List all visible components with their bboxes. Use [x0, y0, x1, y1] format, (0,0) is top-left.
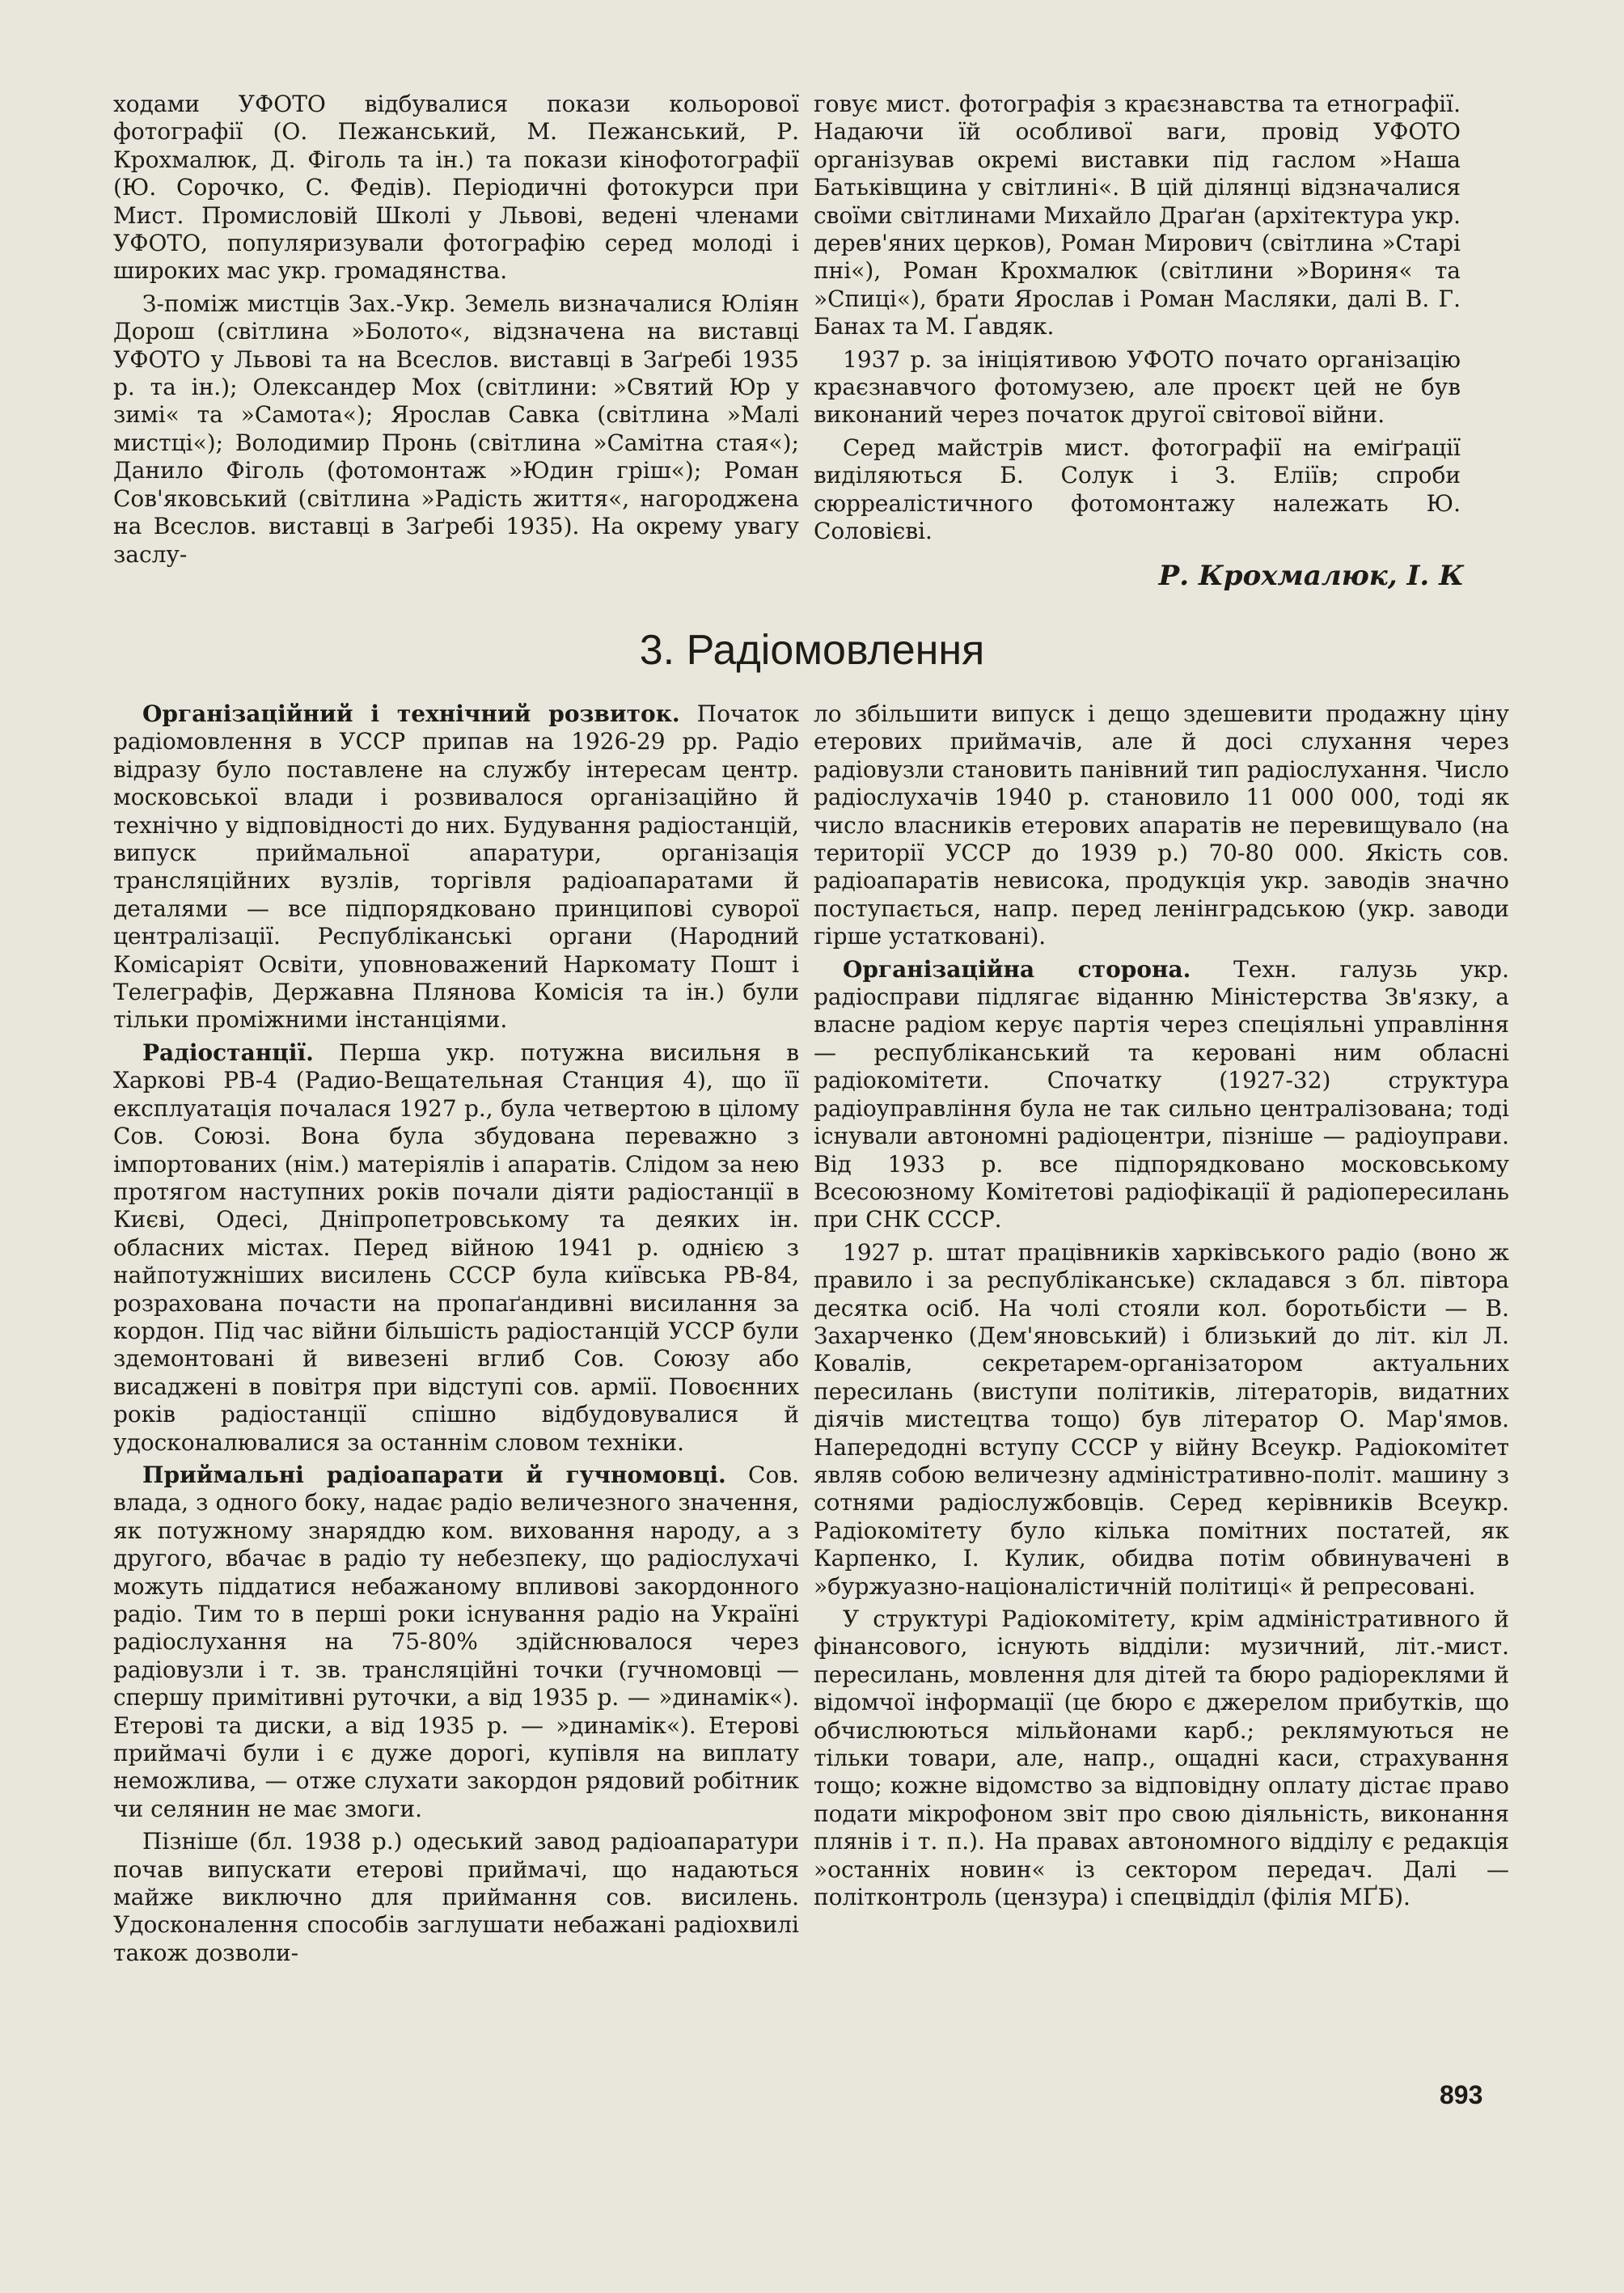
paragraph: говує мист. фотографія з краєзнавства та етнографії. Надаючи їй особливої ваги, провід УФОТО організував окремі виставки під гаслом »Наша Батьківщина у світлині«. В цій ділянці відзначалися своїми світлинами Михайло Драґан (архітектура укр. дерев'яних церков), Роман Мирович (світлина »Старі пні«), Роман Крохмалюк (світлини »Вориня« та »Спиці«), брати Ярослав і Роман Масляки, далі В. Г. Банах та М. Ґавдяк.	[814, 91, 1461, 341]
bottom-left-column	[113, 700, 799, 1972]
paragraph	[113, 700, 799, 1034]
bottom-right-column	[814, 700, 1509, 1916]
run-in-heading: Радіостанції.	[142, 1039, 314, 1066]
paragraph	[113, 1462, 799, 1823]
paragraph-text: Перша укр. потужна висильня в Харкові РВ-4 (Радио-Вещательная Станция 4), що її експлуатація почалася 1927 р., була четвертою в цілому Сов. Союзі. Вона була збудована переважно з імпортованих (нім.) матеріялів і апаратів. Слідом за нею протягом наступних років почали діяти радіостанції в Києві, Одесі, Дніпропетровському та деяких ін. обласних містах. Перед війною 1941 р. однією з найпотужніших висилень СССР була київська РВ-84, розрахована почасти на пропаґандивні висилання за кордон. Під час війни більшість радіостанцій УССР були здемонтовані й вивезені вглиб Сов. Союзу або висаджені в повітря при відступі сов. армії. Повоєнних років радіостанції спішно відбудовувалися й удосконалювалися за останнім словом техніки.	[113, 1039, 799, 1456]
paragraph-text: Сов. влада, з одного боку, надає радіо величезного значення, як потужному знаряддю ком. виховання народу, а з другого, вбачає в радіо ту небезпеку, що радіослухачі можуть піддатися небажаному впливові закордонного радіо. Тим то в перші роки існування радіо на Україні радіослухання на 75-80% здійснювалося через радіовузли і т. зв. трансляційні точки (гучномовці — спершу примітивні руточки, а від 1935 р. — »динамік«). Етерові та диски, а від 1935 р. — »динамік«). Етерові приймачі були і є дуже дорогі, купівля на виплату неможлива, — отже слухати закордон рядовий робітник чи селянин не має змоги.	[113, 1461, 799, 1822]
paragraph: ходами УФОТО відбувалися покази кольорової фотографії (О. Пежанський, М. Пежанський, Р. Крохмалюк, Д. Фіголь та ін.) та покази кінофотографії (Ю. Сорочко, С. Федів). Періодичні фотокурси при Мист. Промисловій Школі у Львові, ведені членами УФОТО, популяризували фотографію серед молоді і широких мас укр. громадянства.	[113, 91, 799, 285]
paragraph: З-поміж мистців Зах.-Укр. Земель визначалися Юліян Дорош (світлина »Болото«, відзначена на виставці УФОТО у Львові та на Всеслов. виставці в Заґребі 1935 р. та ін.); Олександер Мох (світлини: »Святий Юр у зимі« та »Самота«); Ярослав Савка (світлина »Малі мистці«); Володимир Пронь (світлина »Самітна стая«); Данило Фіголь (фотомонтаж »Юдин гріш«); Роман Сов'яковський (світлина »Радість життя«, нагороджена на Всеслов. виставці в Заґребі 1935). На окрему увагу заслу-	[113, 290, 799, 568]
paragraph-text: Початок радіомовлення в УССР припав на 1926-29 рр. Радіо відразу було поставлене на службу інтересам центр. московської влади і розвивалося організаційно й технічно у відповідності до них. Будування радіостанцій, випуск приймальної апаратури, організація трансляційних вузлів, торгівля радіоапаратами й деталями — все підпорядковано принципові суворої централізації. Республіканські органи (Народний Комісаріят Освіти, уповноважений Наркомату Пошт і Телеграфів, Державна Плянова Комісія та ін.) були тільки проміжними інстанціями.	[113, 700, 799, 1034]
paragraph: ло збільшити випуск і дещо здешевити продажну ціну етерових приймачів, але й досі слухання через радіовузли становить панівний тип радіослухання. Число радіослухачів 1940 р. становило 11 000 000, тоді як число власників етерових апаратів не перевищувало (на території УССР до 1939 р.) 70-80 000. Якість сов. радіоапаратів невисока, продукція укр. заводів значно поступається, напр. перед ленінградською (укр. заводи гірше устатковані).	[814, 700, 1509, 950]
run-in-heading: Приймальні радіоапарати й гучномовці.	[142, 1461, 726, 1488]
top-left-column	[113, 91, 799, 573]
section-heading: 3. Радіомовлення	[639, 627, 985, 674]
paragraph: Серед майстрів мист. фотографії на еміґрації виділяються Б. Солук і З. Еліїв; спроби сюрреалістичного фотомонтажу належать Ю. Соловієві.	[814, 434, 1461, 545]
page-number: 893	[1440, 2080, 1483, 2109]
paragraph: У структурі Радіокомітету, крім адміністративного й фінансового, існують відділи: музичний, літ.-мист. пересилань, мовлення для дітей та бюро радіореклями й відомчої інформації (це бюро є джерелом прибутків, що обчислюються мільйонами карб.; реклямуються не тільки товари, але, напр., ощадні каси, страхування тощо; кожне відомство за відповідну оплату дістає право подати мікрофоном звіт про свою діяльність, виконання плянів і т. п.). На правах автономного відділу є редакція »останніх новин« із сектором передач. Далі — політконтроль (цензура) і спецвідділ (філія МҐБ).	[814, 1606, 1509, 1911]
paragraph	[814, 956, 1509, 1234]
paragraph: Пізніше (бл. 1938 р.) одеський завод радіоапаратури почав випускати етерові приймачі, що надаються майже виключно для приймання сов. висилень. Удосконалення способів заглушати небажані радіохвилі також дозволи-	[113, 1828, 799, 1966]
paragraph-text: Техн. галузь укр. радіосправи підлягає віданню Міністерства Зв'язку, а власне радіом керує партія через спеціяльні управління — республіканський та керовані ним обласні радіокомітети. Спочатку (1927-32) структура радіоуправління була не так сильно централізована; тоді існували автономні радіоцентри, пізніше — радіоуправи. Від 1933 р. все підпорядковано московському Всесоюзному Комітетові радіофікації й радіопересилань при СНК СССР.	[814, 955, 1509, 1233]
paragraph	[113, 1039, 799, 1457]
author-signature: Р. Крохмалюк, І. К	[1158, 560, 1464, 592]
run-in-heading: Організаційна сторона.	[843, 955, 1191, 983]
paragraph: 1927 р. штат працівників харківського радіо (воно ж правило і за республіканське) складався з бл. півтора десятка осіб. На чолі стояли кол. боротьбісти — В. Захарченко (Дем'яновський) і близький до літ. кіл Л. Ковалів, секретарем-організатором актуальних пересилань (виступи політиків, літераторів, видатних діячів мистецтва тощо) був літератор О. Мар'ямов. Напередодні вступу СССР у війну Всеукр. Радіокомітет являв собою величезну адміністративно-політ. машину з сотнями радіослужбовців. Серед керівників Всеукр. Радіокомітету було кілька помітних постатей, як Карпенко, І. Кулик, обидва потім обвинувачені в »буржуазно-націоналістичній політиці« й репресовані.	[814, 1238, 1509, 1600]
top-right-column	[814, 91, 1461, 551]
paragraph: 1937 р. за ініціятивою УФОТО почато організацію краєзнавчого фотомузею, але проєкт цей не був виконаний через початок другої світової війни.	[814, 345, 1461, 429]
run-in-heading: Організаційний і технічний розвиток.	[142, 700, 680, 727]
